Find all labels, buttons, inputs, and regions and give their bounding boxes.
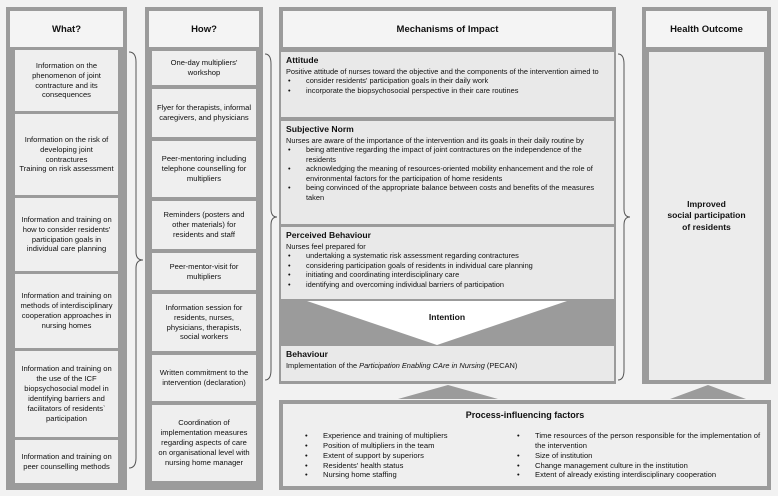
process-factor-left: • Extent of support by superiors [305,451,520,461]
process-factor-left: • Residents' health status [305,461,520,471]
perceived-intro: Nurses feel prepared for [286,242,366,251]
norm-intro: Nurses are aware of the importance of the intervention and its goals in their daily routine by [286,136,584,145]
what-item: Information and training on methods of interdisciplinary cooperation approaches in nursing homes [15,274,118,348]
how-item: Information session for residents, nurses, physicians, therapists, social workers [152,294,256,351]
up-arrow-outcome [670,385,746,400]
perceived-bullet: • identifying and overcoming individual barriers of participation [286,280,609,289]
process-factor-right: • Size of institution [517,451,765,461]
what-header: What? [10,11,123,47]
process-factors-box [283,404,767,486]
what-item: Information on the risk of developing joint contractures Training on risk assessment [15,114,118,195]
process-title: Process-influencing factors [465,410,585,420]
what-item: Information and training on peer counselling methods [15,440,118,483]
how-item: Flyer for therapists, informal caregivers, and physicians [152,89,256,137]
how-item: Peer-mentor-visit for multipliers [152,253,256,290]
what-item: Information and training on how to consider residents' participation goals in individual care planning [15,198,118,271]
behaviour-text-a: Implementation of the [286,361,360,370]
outcome-header: Health Outcome [646,11,767,47]
perceived-bullet: • undertaking a systematic risk assessment regarding contractures [286,251,609,260]
process-factor-left: • Position of multipliers in the team [305,441,520,451]
attitude-title: Attitude [286,55,319,65]
how-item: One-day multipliers' workshop [152,51,256,85]
attitude-intro: Positive attitude of nurses toward the objective and the components of the intervention aimed to [286,67,599,76]
mechanisms-header: Mechanisms of Impact [283,11,612,47]
how-item: Peer-mentoring including telephone counselling for multipliers [152,141,256,197]
norm-bullet: • being attentive regarding the impact of joint contractures on the independence of the residents [286,145,609,164]
process-factor-right: • Change management culture in the institution [517,461,765,471]
process-factor-right: • Time resources of the person responsible for the implementation of the intervention [517,431,765,451]
what-item: Information on the phenomenon of joint contracture and its consequences [15,50,118,111]
how-item: Coordination of implementation measures regarding aspects of care on organisational level with nursing home manager [152,405,256,481]
intention-arrow [307,301,567,347]
behaviour-box [281,346,614,381]
how-item: Reminders (posters and other materials) for residents and staff [152,201,256,249]
process-factor-right: • Extent of already existing interdisciplinary cooperation [517,470,765,480]
brace-mechanisms-outcome [616,52,632,382]
up-arrow-mechanisms [398,385,498,400]
attitude-bullet: • incorporate the biopsychosocial perspective in their care routines [286,86,609,95]
norm-bullet: • acknowledging the meaning of resources-oriented mobility enhancement and the role of environmental factors for the participation of home residents [286,164,609,183]
brace-how-mechanisms [263,52,279,382]
behaviour-text-italic: Participation Enabling CAre in Nursing [359,361,485,370]
how-header: How? [149,11,259,47]
perceived-bullet: • considering participation goals of residents in individual care planning [286,261,609,270]
behaviour-text-b: (PECAN) [484,361,518,370]
process-factor-left: • Experience and training of multipliers [305,431,520,441]
intention-label: Intention [428,312,466,322]
perceived-behaviour-box [281,227,614,299]
behaviour-text [286,361,609,370]
how-item: Written commitment to the intervention (declaration) [152,355,256,401]
behaviour-title: Behaviour [286,349,329,359]
perceived-bullet: • initiating and coordinating interdisciplinary care [286,270,609,279]
attitude-bullet: • consider residents' participation goals in their daily work [286,76,609,85]
what-item: Information and training on the use of the ICF biopsychosocial model in identifying barriers and facilitators of residents` participation [15,351,118,437]
norm-title: Subjective Norm [286,124,354,134]
perceived-title: Perceived Behaviour [286,230,372,240]
norm-bullet: • being convinced of the appropriate balance between costs and benefits of the measures taken [286,183,609,202]
attitude-box [281,52,614,117]
outcome-box: Improved social participation of residents [649,52,764,380]
subjective-norm-box [281,121,614,224]
brace-what-how [127,50,145,470]
process-factor-left: • Nursing home staffing [305,470,520,480]
